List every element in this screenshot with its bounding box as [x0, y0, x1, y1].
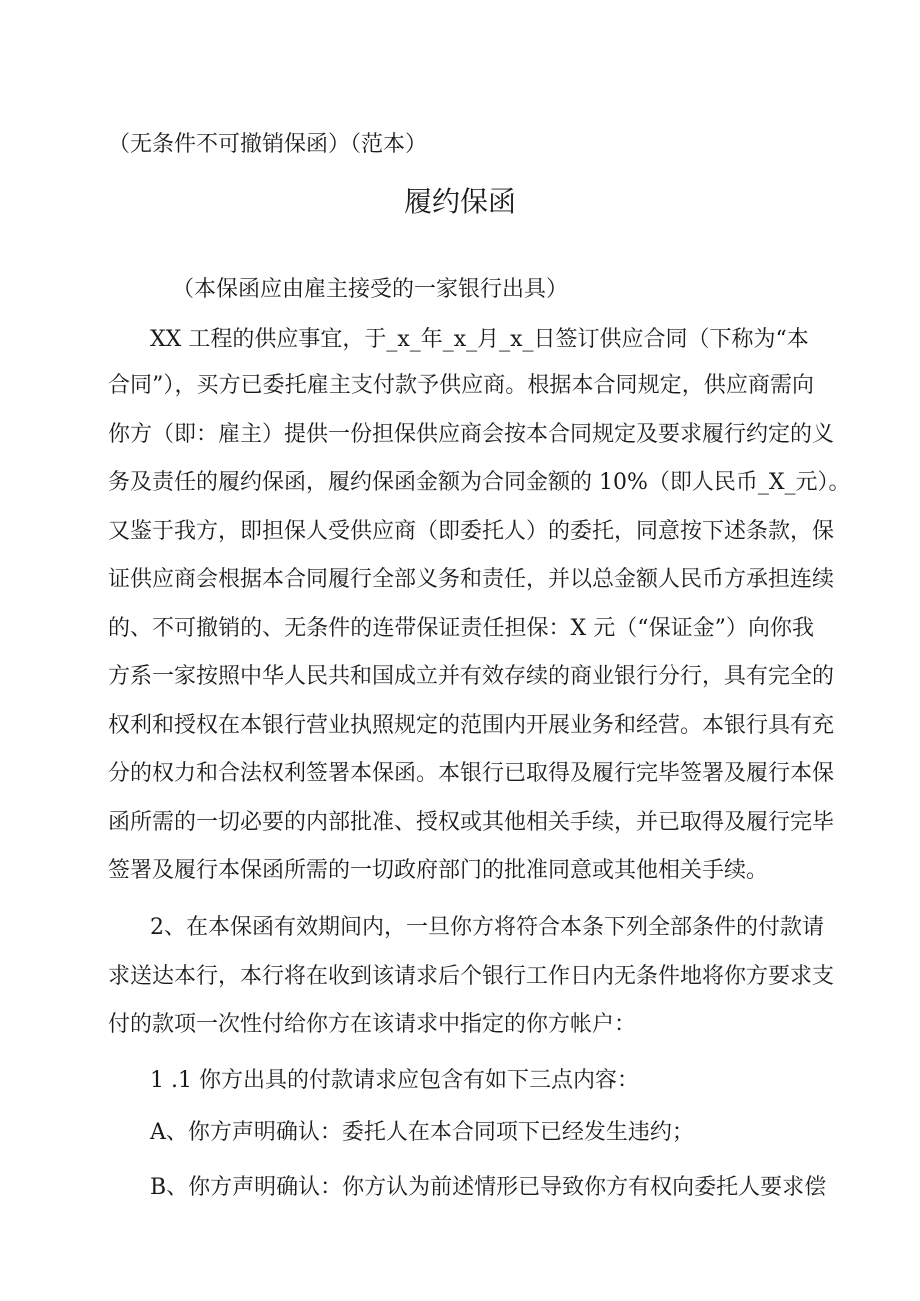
paragraph-line: 权利和授权在本银行营业执照规定的范围内开展业务和经营。本银行具有充 — [108, 713, 835, 738]
paragraph-line: 证供应商会根据本合同履行全部义务和责任，并以总金额人民币方承担连续 — [108, 567, 835, 592]
paragraph-line: 又鉴于我方，即担保人受供应商（即委托人）的委托，同意按下述条款，保 — [108, 519, 835, 544]
document-header: （无条件不可撤销保函）（范本） — [108, 132, 428, 157]
paragraph-line: 合同”），买方已委托雇主支付款予供应商。根据本合同规定，供应商需向 — [108, 373, 814, 398]
paragraph-line: 付的款项一次性付给你方在该请求中指定的你方帐户： — [108, 1012, 637, 1037]
clause-1-1: 1 .1 你方出具的付款请求应包含有如下三点内容： — [150, 1068, 639, 1093]
clause-b: B、你方声明确认：你方认为前述情形已导致你方有权向委托人要求偿 — [150, 1175, 827, 1200]
paragraph-line: 签署及履行本保函所需的一切政府部门的批准同意或其他相关手续。 — [108, 858, 769, 883]
issuer-note: （本保函应由雇主接受的一家银行出具） — [172, 277, 569, 302]
paragraph-line: 分的权力和合法权利签署本保函。本银行已取得及履行完毕签署及履行本保 — [108, 761, 835, 786]
paragraph-line: 的、不可撤销的、无条件的连带保证责任担保：X 元（“保证金”）向你我 — [108, 616, 814, 641]
paragraph-line: 方系一家按照中华人民共和国成立并有效存续的商业银行分行，具有完全的 — [108, 664, 835, 689]
paragraph-line: 求送达本行，本行将在收到该请求后个银行工作日内无条件地将你方要求支 — [108, 964, 835, 989]
paragraph-line: 函所需的一切必要的内部批准、授权或其他相关手续，并已取得及履行完毕 — [108, 810, 835, 835]
document-title: 履约保函 — [403, 185, 516, 218]
paragraph-line: XX 工程的供应事宜，于_x_年_x_月_x_日签订供应合同（下称为“本 — [150, 327, 809, 352]
clause-a: A、你方声明确认：委托人在本合同项下已经发生违约； — [150, 1120, 694, 1145]
paragraph-line: 2、在本保函有效期间内，一旦你方将符合本条下列全部条件的付款请 — [150, 915, 824, 940]
paragraph-line: 你方（即：雇主）提供一份担保供应商会按本合同规定及要求履行约定的义 — [108, 422, 835, 447]
paragraph-line: 务及责任的履约保函，履约保函金额为合同金额的 10%（即人民币_X_元）。 — [108, 470, 851, 495]
